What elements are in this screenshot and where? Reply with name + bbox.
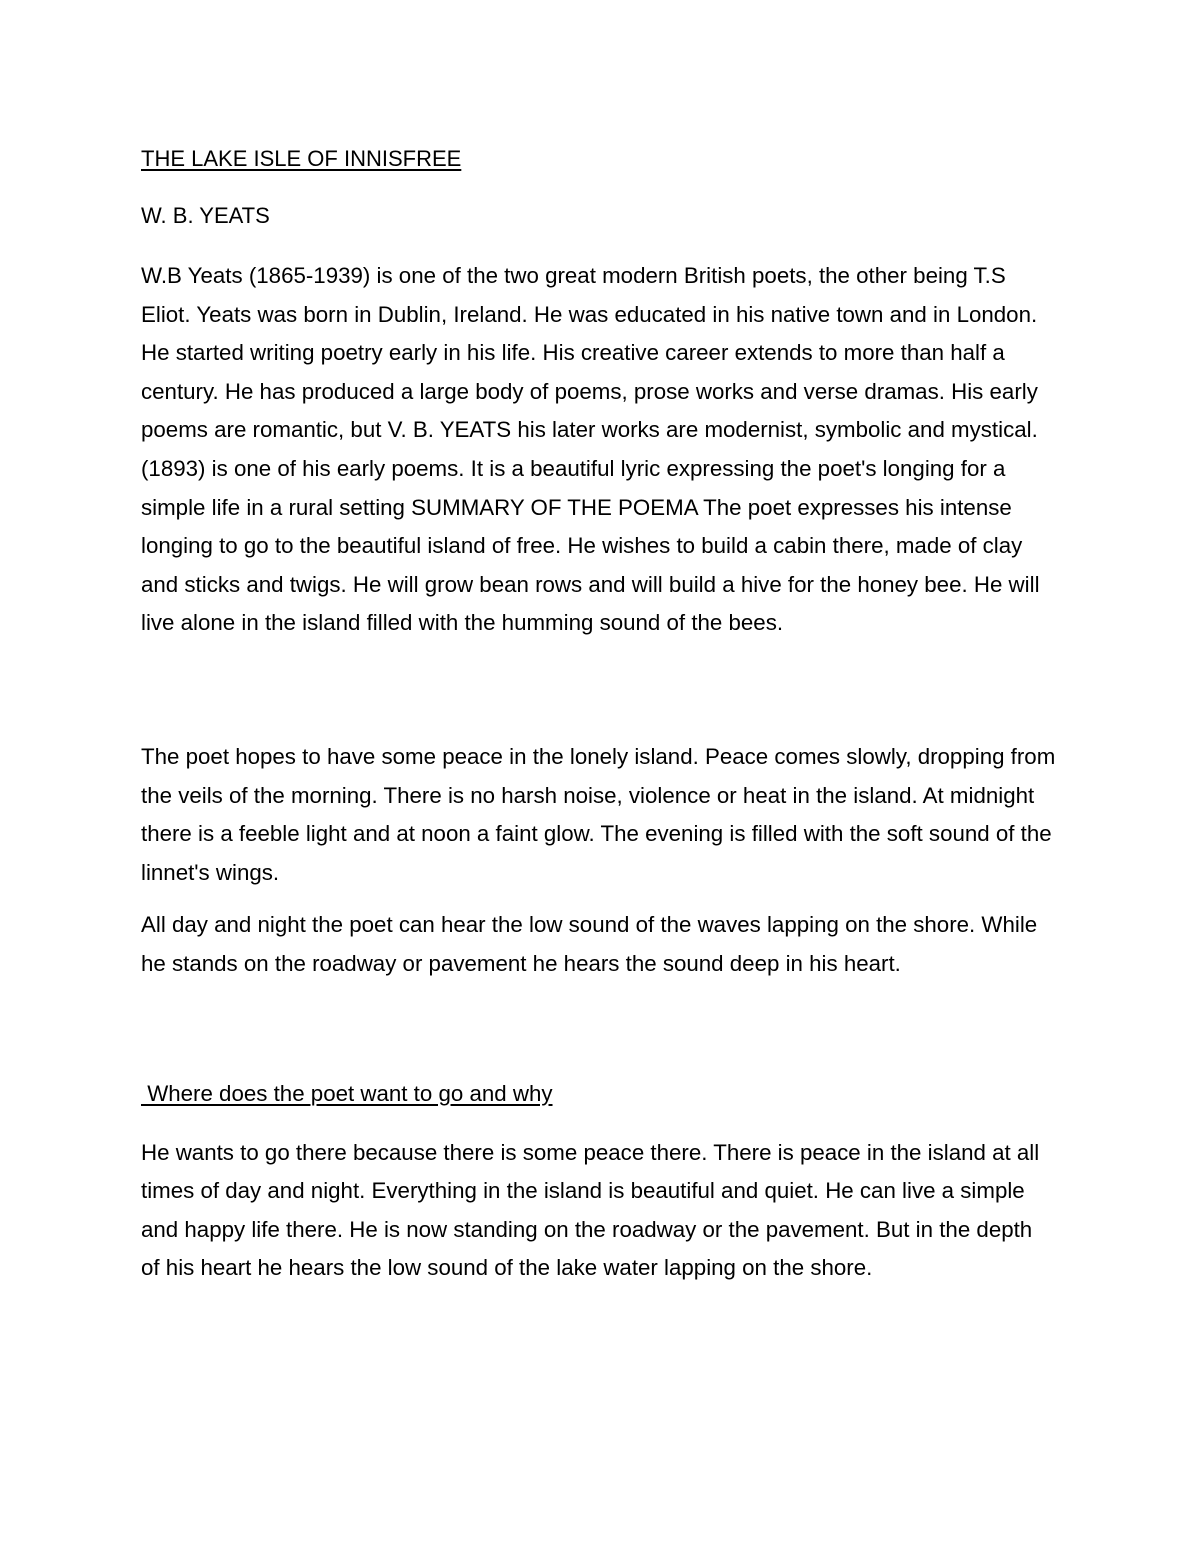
question-heading: Where does the poet want to go and why	[141, 1080, 553, 1106]
document-author: W. B. YEATS	[141, 203, 270, 228]
paragraph-spacer	[141, 998, 1056, 1078]
intro-paragraph: W.B Yeats (1865-1939) is one of the two great modern British poets, the other being T.S Eliot. Yeats was born in Dublin, Ireland. He was educated in his native town and in London. He started writing poetry early in his life. His creative career extends to more than half a century. He has produced a large body of poems, prose works and verse dramas. His early poems are romantic, but V. B. YEATS his later works are modernist, symbolic and mystical. (1893) is one of his early poems. It is a beautiful lyric expressing the poet's longing for a simple life in a rural setting SUMMARY OF THE POEMA The poet expresses his intense longing to go to the beautiful island of free. He wishes to build a cabin there, made of clay and sticks and twigs. He will grow bean rows and will build a hive for the honey bee. He will live alone in the island filled with the humming sound of the bees.	[141, 263, 1040, 636]
document-title: THE LAKE ISLE OF INNISFREE	[141, 146, 462, 171]
document-body	[141, 143, 1056, 1302]
waves-paragraph: All day and night the poet can hear the low sound of the waves lapping on the shore. While he stands on the roadway or pavement he hears the sound deep in his heart.	[141, 912, 1038, 976]
answer-paragraph: He wants to go there because there is some peace there. There is peace in the island at all times of day and night. Everything in the island is beautiful and quiet. He can live a simple and happy life there. He is now standing on the roadway or the pavement. But in the depth of his heart he hears the low sound of the lake water lapping on the shore.	[141, 1139, 1040, 1281]
peace-paragraph: The poet hopes to have some peace in the lonely island. Peace comes slowly, dropping from the veils of the morning. There is no harsh noise, violence or heat in the island. At midnight there is a feeble light and at noon a faint glow. The evening is filled with the soft sound of the linnet's wings.	[141, 743, 1056, 885]
paragraph-spacer	[141, 657, 1056, 738]
